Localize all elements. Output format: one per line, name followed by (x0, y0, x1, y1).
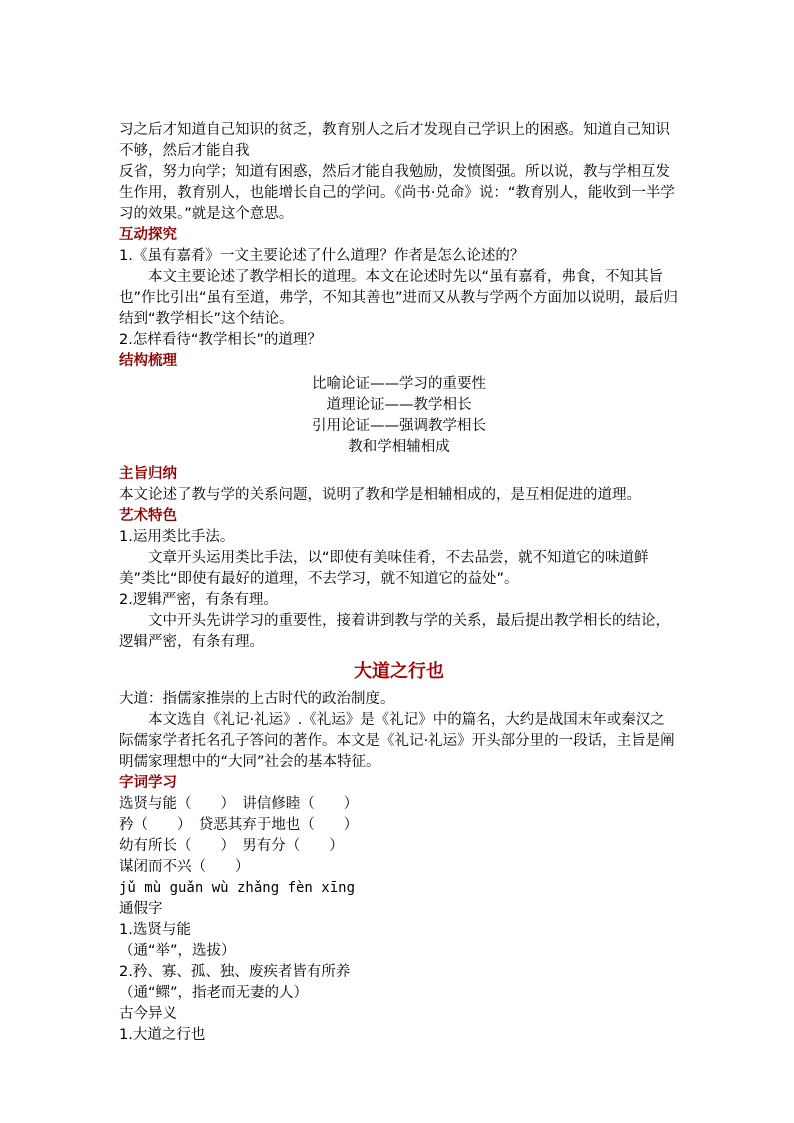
question-2: 2.怎样看待“教学相长”的道理？ (119, 332, 322, 348)
intro-paragraph-2: 反省，努力向学；知道有困惑，然后才能自我勉励，发愤图强。所以说，教与学相互发生作用，教育别人，也能增长自己的学问。《尚书·兑命》说：“教育别人，能收到一半学习的效果。”就是这个意思。 (119, 164, 675, 222)
answer-1: 本文主要论述了教学相长的道理。本文在论述时先以“虽有嘉肴，弗食，不知其旨也”作比引出“虽有至道，弗学，不知其善也”进而又从教与学两个方面加以说明，最后归结到“教学相长”这个结论。 (119, 269, 679, 327)
pinyin-answers: jǔ mù guǎn wù zhǎng fèn xīng (119, 880, 356, 896)
vocab-row: 矜（ ） 贷恶其弃于地也（ ） (119, 817, 359, 833)
theme-text: 本文论述了教与学的关系问题，说明了教和学是相辅相成的，是互相促进的道理。 (119, 487, 641, 503)
art-point-1-text: 文章开头运用类比手法，以“即使有美味佳肴，不去品尝，就不知道它的味道鲜美”类比“即使有最好的道理，不去学习，就不知道它的益处”。 (119, 550, 649, 587)
vocab-heading: 字词学习 (119, 775, 177, 791)
art-point-1-title: 1.运用类比手法。 (119, 529, 235, 545)
structure-line: 引用论证——强调教学相长 (312, 418, 486, 434)
intro-paragraph-1: 习之后才知道自己知识的贫乏，教育别人之后才发现自己学识上的困惑。知道自己知识不够，然后才能自我 (119, 122, 670, 159)
document-page (119, 120, 679, 1046)
art-point-2-text: 文中开头先讲学习的重要性，接着讲到教与学的关系，最后提出教学相长的结论，逻辑严密，有条有理。 (119, 613, 670, 650)
interactive-heading: 互动探究 (119, 227, 177, 243)
tongjia-item-1: 1.选贤与能 (119, 922, 191, 938)
vocab-row: 谋闭而不兴（ ） (119, 859, 250, 875)
definition: 大道：指儒家推崇的上古时代的政治制度。 (119, 691, 395, 707)
structure-line: 道理论证——教学相长 (326, 397, 472, 413)
art-heading: 艺术特色 (119, 508, 177, 524)
structure-outline (119, 374, 679, 458)
tongjia-item-2: 2.矜、寡、孤、独、废疾者皆有所养 (119, 964, 351, 980)
tongjia-note-1: （通“举”，选拔） (119, 943, 236, 959)
tongjia-heading: 通假字 (119, 901, 163, 917)
structure-line: 教和学相辅相成 (348, 439, 450, 455)
gujin-heading: 古今异义 (119, 1006, 177, 1022)
section-intro: 本文选自《礼记·礼运》.《礼运》是《礼记》中的篇名，大约是战国末年或秦汉之际儒家学者托名孔子答问的著作。本文是《礼记·礼运》开头部分里的一段话，主旨是阐明儒家理想中的“大同”社会的基本特征。 (119, 712, 675, 770)
gujin-item-1: 1.大道之行也 (119, 1027, 206, 1043)
structure-heading: 结构梳理 (119, 353, 177, 369)
structure-line: 比喻论证——学习的重要性 (312, 376, 486, 392)
question-1: 1.《虽有嘉肴》一文主要论述了什么道理？作者是怎么论述的？ (119, 248, 525, 264)
section-title: 大道之行也 (354, 661, 444, 682)
art-point-2-title: 2.逻辑严密，有条有理。 (119, 592, 278, 608)
vocab-row: 幼有所长（ ） 男有分（ ） (119, 838, 344, 854)
tongjia-note-2: （通“鳏”，指老而无妻的人） (119, 985, 309, 1001)
vocab-row: 选贤与能（ ） 讲信修睦（ ） (119, 796, 359, 812)
theme-heading: 主旨归纳 (119, 466, 177, 482)
